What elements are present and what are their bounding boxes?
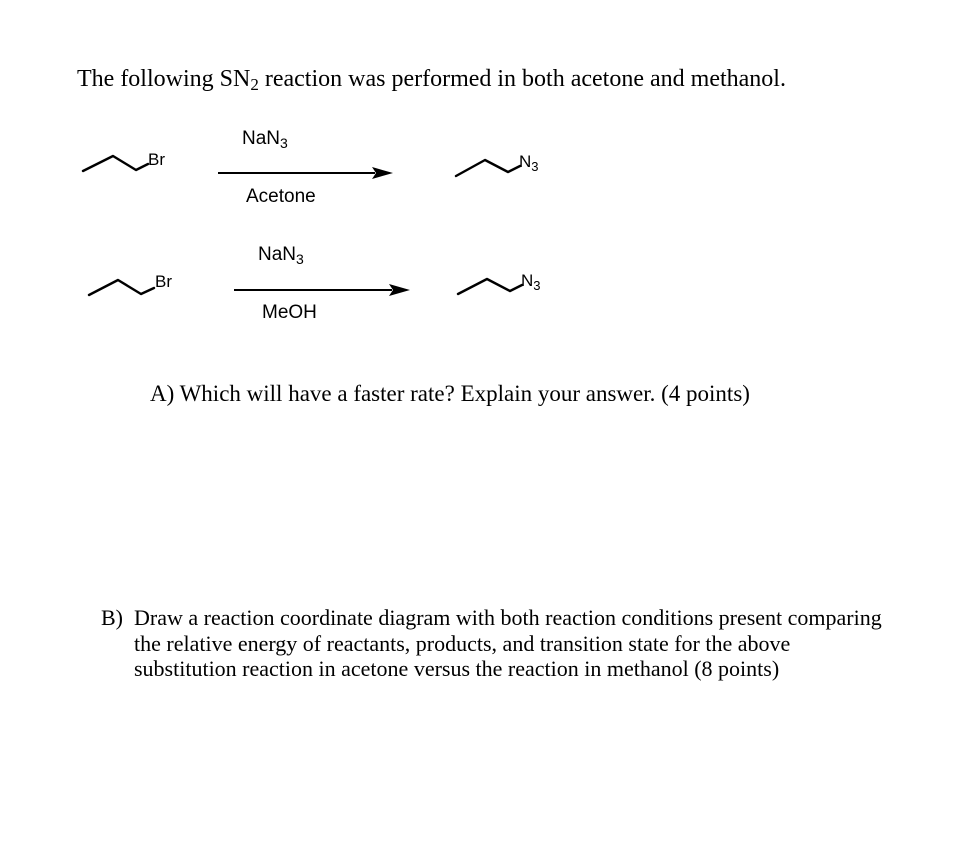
question-a: A) Which will have a faster rate? Explain your answer. (4 points) — [150, 381, 750, 406]
product-2-azide: $N_3$ — [521, 271, 541, 293]
reaction-2-reagent: NaN$_3$ — [258, 244, 304, 267]
intro-text — [77, 66, 786, 95]
reaction-arrow-1 — [218, 167, 393, 179]
question-b-line: the relative energy of reactants, products, and transition state for the above — [134, 630, 791, 656]
product-1-azide: $N_3$ — [519, 152, 539, 174]
intro-after: reaction was performed in both acetone and methanol. — [258, 66, 786, 92]
reaction-1-solvent: Acetone — [246, 186, 316, 207]
reaction-2-solvent: MeOH — [262, 302, 317, 323]
reactant-2-leaving-group: Br — [155, 272, 172, 291]
question-b-line: Draw a reaction coordinate diagram with both reaction conditions present comparing — [134, 605, 882, 630]
reaction-arrow-2 — [234, 284, 410, 296]
question-b-text — [134, 605, 934, 682]
question-b-label: B) — [101, 605, 123, 630]
reaction-1-reagent: NaN$_3$ — [242, 128, 288, 151]
intro-before: The following SN — [77, 66, 251, 92]
intro-subscript: 2 — [250, 75, 259, 94]
product-2-chain — [458, 279, 522, 294]
reactant-2-chain — [89, 280, 154, 295]
reactant-1-leaving-group: Br — [148, 150, 165, 169]
product-1-chain — [456, 160, 520, 176]
question-b-line: substitution reaction in acetone versus the reaction in methanol (8 points) — [134, 656, 780, 681]
reactant-1-chain — [83, 156, 148, 171]
